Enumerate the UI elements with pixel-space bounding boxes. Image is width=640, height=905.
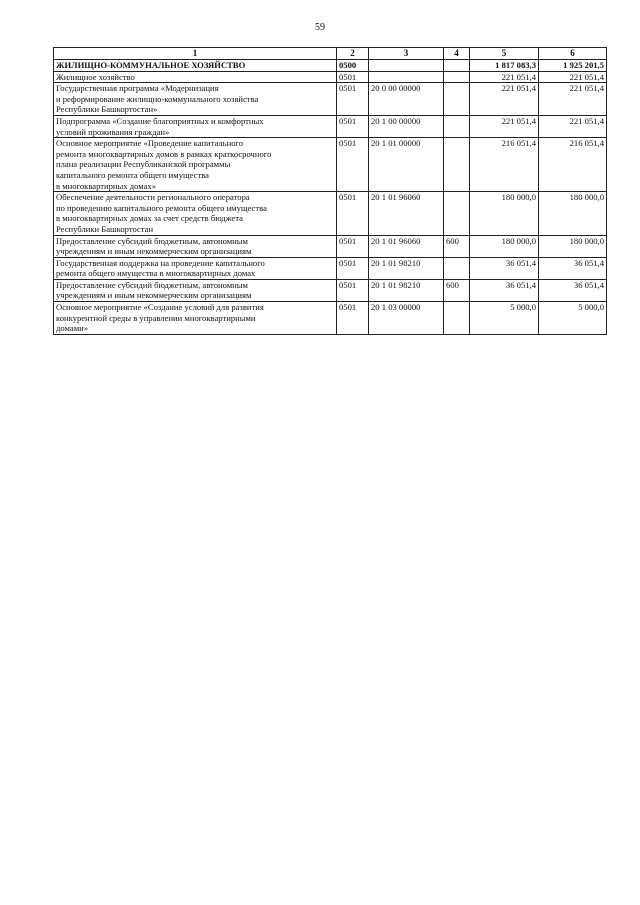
- table-row: [54, 279, 607, 301]
- row-sum-year-2: 221 051,4: [539, 115, 607, 137]
- row-expense-type: [444, 115, 470, 137]
- row-target-code: 20 1 01 96060: [369, 192, 444, 235]
- row-section-code: 0501: [337, 115, 369, 137]
- table-row: [54, 235, 607, 257]
- table-row: [54, 115, 607, 137]
- table-row: [54, 192, 607, 235]
- row-sum-year-2: 180 000,0: [539, 192, 607, 235]
- row-name-line: Предоставление субсидий бюджетным, автономным: [56, 235, 248, 246]
- column-header-section: 2: [337, 48, 369, 60]
- table-body: [54, 60, 607, 335]
- row-expense-type: [444, 138, 470, 192]
- row-sum-year-2: 36 051,4: [539, 279, 607, 301]
- table-row: [54, 71, 607, 83]
- row-sum-year-2: 180 000,0: [539, 235, 607, 257]
- row-expense-type: 600: [444, 279, 470, 301]
- row-target-code: 20 1 01 96060: [369, 235, 444, 257]
- row-name-line: плана реализации Республиканской программы: [56, 159, 231, 170]
- row-section-code: 0501: [337, 257, 369, 279]
- row-sum-year-1: 36 051,4: [470, 257, 539, 279]
- row-sum-year-1: 5 000,0: [470, 302, 539, 335]
- row-name: [54, 257, 337, 279]
- row-name-line: в многоквартирных домах»: [56, 180, 157, 191]
- row-sum-year-1: 1 817 083,3: [470, 60, 539, 72]
- column-header-sum-year-2: 6: [539, 48, 607, 60]
- row-sum-year-1: 221 051,4: [470, 83, 539, 116]
- row-name-line: и реформирование жилищно-коммунального хозяйства: [56, 93, 259, 104]
- row-name: [54, 192, 337, 235]
- row-name-line: в многоквартирных домах за счет средств бюджета: [56, 213, 243, 224]
- column-header-target: 3: [369, 48, 444, 60]
- row-name-line: по проведению капитального ремонта общего имущества: [56, 202, 267, 213]
- row-expense-type: 600: [444, 235, 470, 257]
- row-section-code: 0501: [337, 83, 369, 116]
- row-sum-year-1: 36 051,4: [470, 279, 539, 301]
- row-sum-year-1: 221 051,4: [470, 71, 539, 83]
- budget-table: [53, 47, 607, 335]
- table-row: [54, 60, 607, 72]
- row-sum-year-2: 5 000,0: [539, 302, 607, 335]
- row-expense-type: [444, 71, 470, 83]
- row-section-code: 0501: [337, 71, 369, 83]
- row-target-code: 20 0 00 00000: [369, 83, 444, 116]
- column-header-sum-year-1: 5: [470, 48, 539, 60]
- row-name: [54, 71, 337, 83]
- row-name-line: Обеспечение деятельности регионального оператора: [56, 192, 250, 203]
- row-section-code: 0501: [337, 138, 369, 192]
- row-sum-year-2: 1 925 201,5: [539, 60, 607, 72]
- row-name-line: Подпрограмма «Создание благоприятных и комфортных: [56, 115, 264, 126]
- column-header-name: 1: [54, 48, 337, 60]
- row-target-code: 20 1 03 00000: [369, 302, 444, 335]
- row-name-line: Республики Башкортостан: [56, 223, 154, 234]
- row-name: [54, 302, 337, 335]
- row-sum-year-2: 36 051,4: [539, 257, 607, 279]
- row-expense-type: [444, 302, 470, 335]
- row-sum-year-1: 221 051,4: [470, 115, 539, 137]
- row-name: [54, 83, 337, 116]
- column-header-expense-type: 4: [444, 48, 470, 60]
- row-name-line: ремонта многоквартирных домов в рамках краткосрочного: [56, 148, 272, 159]
- row-name-line: домами»: [56, 323, 89, 334]
- row-sum-year-2: 221 051,4: [539, 83, 607, 116]
- row-name: [54, 235, 337, 257]
- table-row: [54, 257, 607, 279]
- row-sum-year-1: 216 051,4: [470, 138, 539, 192]
- row-sum-year-2: 221 051,4: [539, 71, 607, 83]
- row-name-line: ЖИЛИЩНО-КОММУНАЛЬНОЕ ХОЗЯЙСТВО: [56, 60, 246, 70]
- table-row: [54, 302, 607, 335]
- row-name-line: конкурентной среды в управлении многоквартирными: [56, 312, 256, 323]
- table-row: [54, 83, 607, 116]
- row-name-line: Республики Башкортостан»: [56, 104, 158, 115]
- row-section-code: 0501: [337, 279, 369, 301]
- row-name-line: Государственная поддержка на проведение капитального: [56, 257, 265, 268]
- row-target-code: 20 1 01 98210: [369, 257, 444, 279]
- row-target-code: 20 1 01 98210: [369, 279, 444, 301]
- row-section-code: 0501: [337, 302, 369, 335]
- row-name-line: капитального ремонта общего имущества: [56, 169, 209, 180]
- row-name-line: Предоставление субсидий бюджетным, автономным: [56, 279, 248, 290]
- row-name: [54, 115, 337, 137]
- page-number: 59: [315, 22, 325, 33]
- row-name-line: учреждениям и иным некоммерческим организациям: [56, 246, 252, 257]
- table-row: [54, 138, 607, 192]
- row-name: [54, 279, 337, 301]
- row-target-code: [369, 60, 444, 72]
- row-name: [54, 60, 337, 72]
- row-name-line: учреждениям и иным некоммерческим организациям: [56, 290, 252, 301]
- row-name: [54, 138, 337, 192]
- row-section-code: 0501: [337, 235, 369, 257]
- row-section-code: 0501: [337, 192, 369, 235]
- row-sum-year-1: 180 000,0: [470, 235, 539, 257]
- table-header-row: [54, 48, 607, 60]
- row-name-line: Основное мероприятие «Создание условий для развития: [56, 302, 264, 313]
- row-target-code: 20 1 00 00000: [369, 115, 444, 137]
- row-target-code: 20 1 01 00000: [369, 138, 444, 192]
- row-name-line: условий проживания граждан»: [56, 126, 170, 137]
- row-name-line: ремонта общего имущества в многоквартирных домах: [56, 268, 256, 279]
- row-sum-year-1: 180 000,0: [470, 192, 539, 235]
- row-name-line: Государственная программа «Модернизация: [56, 83, 219, 94]
- row-name-line: Основное мероприятие «Проведение капитального: [56, 138, 244, 149]
- row-expense-type: [444, 192, 470, 235]
- row-expense-type: [444, 83, 470, 116]
- row-target-code: [369, 71, 444, 83]
- row-sum-year-2: 216 051,4: [539, 138, 607, 192]
- row-section-code: 0500: [337, 60, 369, 72]
- row-name-line: Жилищное хозяйство: [56, 71, 135, 82]
- row-expense-type: [444, 257, 470, 279]
- row-expense-type: [444, 60, 470, 72]
